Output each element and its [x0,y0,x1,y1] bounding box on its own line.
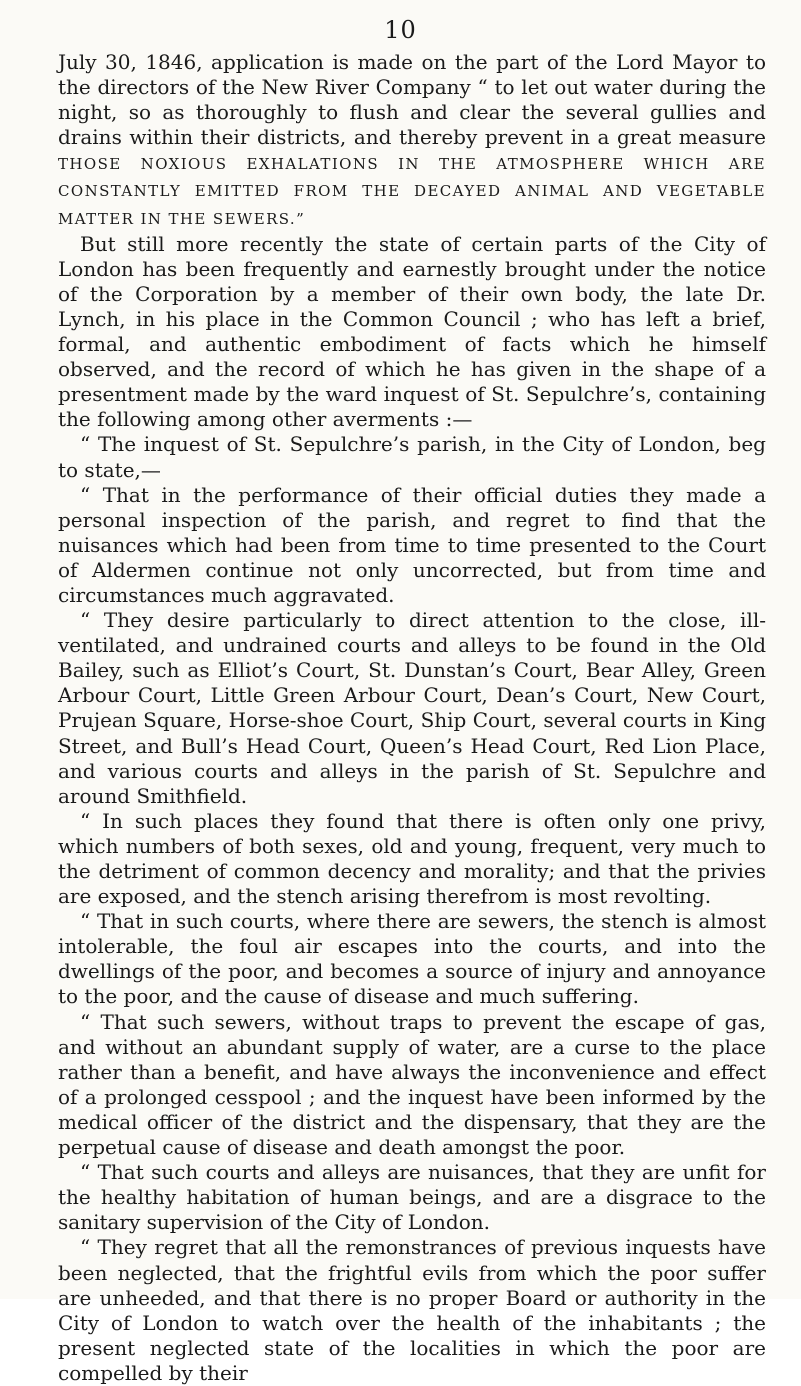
page-body [58,50,766,1386]
paragraph-courts-alleys: “ They desire particularly to direct attention to the close, ill-ventilated, and undrained courts and alleys to be found in the Old Bailey, such as Elliot’s Court, St. Dunstan’s Court, Bear Alley, Green Arbour Court, Little Green Arbour Court, Dean’s Court, New Court, Prujean Square, Horse-shoe Court, Ship Court, several courts in King Street, and Bull’s Head Court, Queen’s Head Court, Red Lion Place, and various courts and alleys in the parish of St. Sepulchre and around Smithfield. [58,608,766,808]
paragraph-new-river-application [58,50,766,232]
paragraph-sewers-stench: “ That in such courts, where there are sewers, the stench is almost intolerable, the foul air escapes into the courts, and into the dwellings of the poor, and becomes a source of injury and annoyance to the poor, and the cause of disease and much suffering. [58,909,766,1009]
smallcaps-quote: THOSE NOXIOUS EXHALATIONS IN THE ATMOSPHERE WHICH ARE CONSTANTLY EMITTED FROM THE DECAYED ANIMAL AND VEGETABLE MATTER IN THE SEWERS.” [58,155,766,228]
paragraph-remonstrances: “ They regret that all the remonstrances of previous inquests have been neglected, that the frightful evils from which the poor suffer are unheeded, and that there is no proper Board or authority in the City of London to watch over the health of the inhabitants ; the present neglected state of the localities in which the poor are compelled by their [58,1235,766,1385]
page-number: 10 [384,16,417,44]
paragraph-sewer-traps: “ That such sewers, without traps to prevent the escape of gas, and without an abundant supply of water, are a curse to the place rather than a benefit, and have always the inconvenience and effect of a prolonged cesspool ; and the inquest have been informed by the medical officer of the district and the dispensary, that they are the perpetual cause of disease and death amongst the poor. [58,1009,766,1160]
paragraph-inspection: “ That in the performance of their official duties they made a personal inspection of the parish, and regret to find that the nuisances which had been from time to time presented to the Court of Aldermen continue not only uncorrected, but from time and circumstances much aggravated. [58,482,766,607]
paragraph-inquest-opening: “ The inquest of St. Sepulchre’s parish, in the City of London, beg to state,— [58,432,766,482]
paragraph-text: July 30, 1846, application is made on the part of the Lord Mayor to the directors of the New River Company “ to let out water during the night, so as thoroughly to flush and clear the several gullies and drains within their districts, and thereby prevent in a great measure [58,50,766,150]
paragraph-nuisances: “ That such courts and alleys are nuisances, that they are unfit for the healthy habitation of human beings, and are a disgrace to the sanitary supervision of the City of London. [58,1160,766,1235]
paragraph-privies: “ In such places they found that there is often only one privy, which numbers of both sexes, old and young, frequent, very much to the detriment of common decency and morality; and that the privies are exposed, and the stench arising therefrom is most revolting. [58,808,766,909]
paragraph-dr-lynch: But still more recently the state of certain parts of the City of London has been frequently and earnestly brought under the notice of the Corporation by a member of their own body, the late Dr. Lynch, in his place in the Common Council ; who has left a brief, formal, and authentic embodiment of facts which he himself observed, and the record of which he has given in the shape of a presentment made by the ward inquest of St. Sepulchre’s, containing the following among other averments :— [58,231,766,432]
